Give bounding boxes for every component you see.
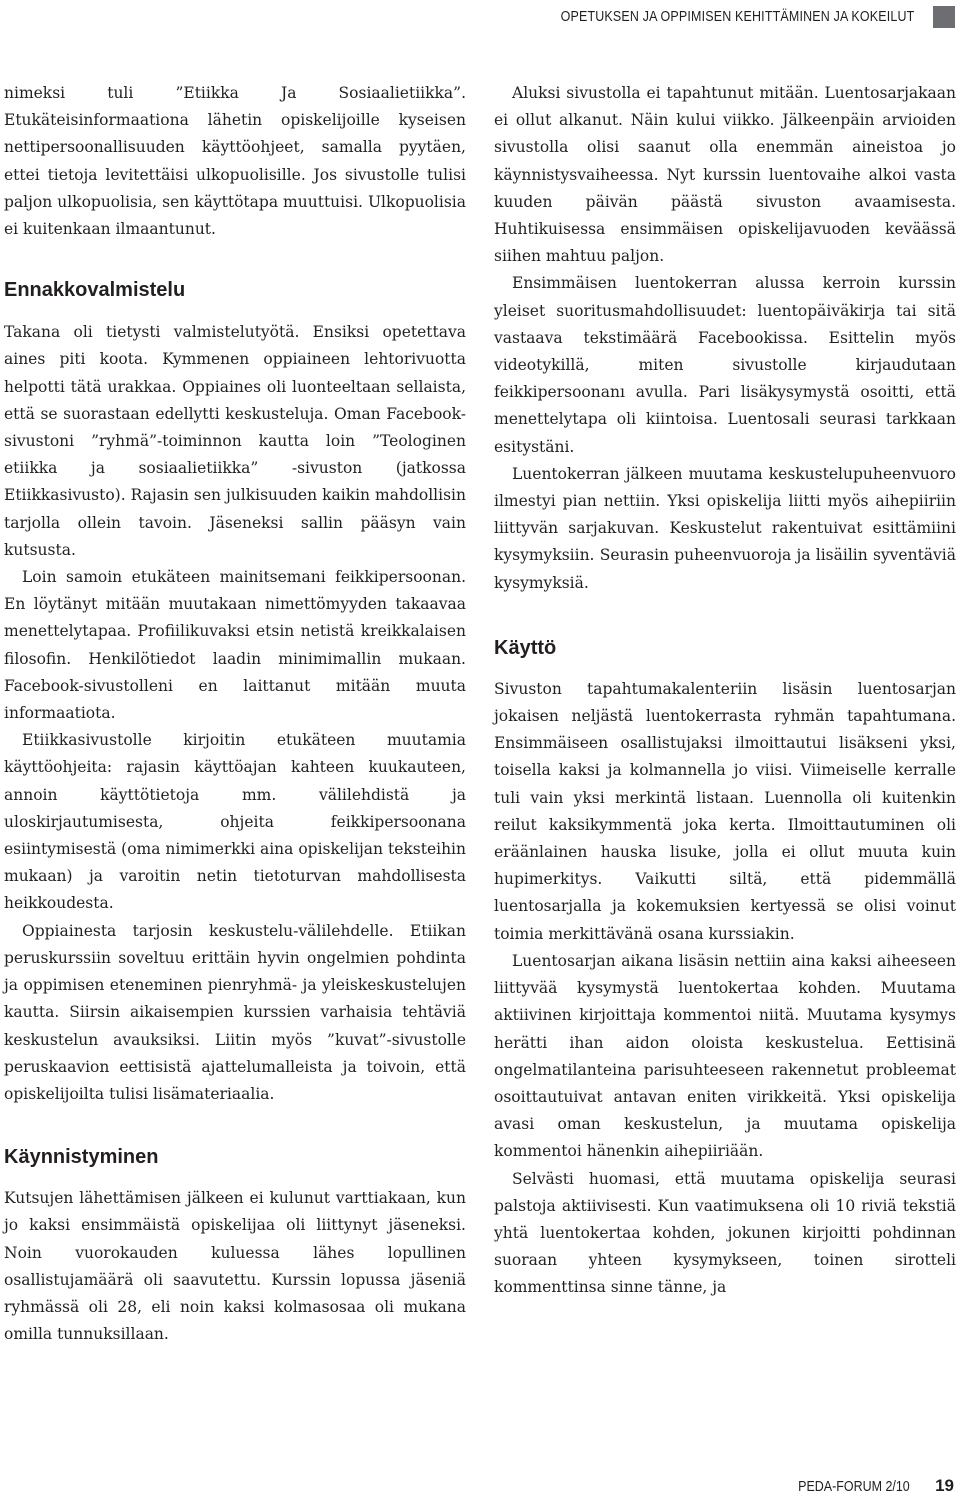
section-heading-ennakkovalmistelu: Ennakkovalmistelu <box>4 279 186 302</box>
running-header <box>0 0 960 40</box>
running-footer <box>0 1476 960 1500</box>
header-square-mark <box>933 6 955 28</box>
journal-name: PEDA-FORUM 2/10 <box>798 1479 910 1495</box>
paragraph: Selvästi huomasi, että muutama opiskelija seurasi palstoja aktiivisesti. Kun vaatimuksena oli 10 riviä tekstiä yhtä luentokertaa kohden, jokunen kirjoitti pohdinnan suoraan yhteen kysymykseen, toinen sirotteli kommenttinsa sinne tänne, ja <box>494 1169 956 1297</box>
section-title: OPETUKSEN JA OPPIMISEN KEHITTÄMINEN JA KOKEILUT <box>560 9 914 25</box>
paragraph: Luentosarjan aikana lisäsin nettiin aina kaksi aiheeseen liittyvää kysymystä luentokertaa kohden. Muutama aktiivinen kirjoittaja kommentoi niitä. Muutama kysymys herätti ihan aidon oloista keskustelua. Eettisinä ongelmatilanteina parisuhteeseen rakennetut probleemat osoittautuivat antavan eniten virikkeitä. Yksi opiskelija avasi oman keskustelun, ja muutama opiskelija kommentoi hänenkin aihepiiriään. <box>494 951 956 1161</box>
paragraph: Ensimmäisen luentokerran alussa kerroin kurssin yleiset suoritusmahdollisuudet: luentopäiväkirja tai sitä vastaava tekstimäärä Facebookissa. Esittelin myös videotykillä, miten sivustolle kirjaudutaan feikkipersoonanı avulla. Pari lisäkysymystä osoitti, että menettelytapa oli kiintoisa. Luentosali seurasi tarkkaan esitystäni. <box>494 274 956 456</box>
section-heading-kaynnistyminen: Käynnistyminen <box>4 1146 159 1169</box>
paragraph: Sivuston tapahtumakalenteriin lisäsin luentosarjan jokaisen neljästä luentokerrasta ryhmän tapahtumana. Ensimmäiseen osallistujaksi ilmoittautui lisäkseni yksi, toisella kaksi ja kolmannella jo viisi. Viimeiselle kerralle tuli vain yksi merkintä listaan. Luennolla oli kuitenkin reilut kaksikymmentä joka kerta. Ilmoittautuminen oli eräänlainen hauska lisuke, jolla ei ollut muuta kuin hupimerkitys. Vaikutti siltä, että pidemmällä luentosarjalla ja kokemuksien kertyessä se olisi voinut toimia merkittävänä osana kurssiakin. <box>494 679 956 943</box>
paragraph: nimeksi tuli ”Etiikka Ja Sosiaalietiikka”. Etukäteisinformaationa lähetin opiskelijoille kyseisen nettipersoonallisuuden käyttöohjeet, samalla pyytäen, ettei tietoja levitettäisi ulkopuolisille. Jos sivustolle tulisi paljon ulkopuolisia, sen käyttötapa muuttuisi. Ulkopuolisia ei kuitenkaan ilmaantunut. <box>4 84 466 239</box>
paragraph: Luentokerran jälkeen muutama keskustelupuheenvuoro ilmestyi pian nettiin. Yksi opiskelija liitti myös aihepiiriin liittyvän sarjakuvan. Keskustelut rakentuivat esittämiini kysymyksiin. Seurasin puheenvuoroja ja lisäilin syventäviä kysymyksiä. <box>494 464 956 592</box>
paragraph: Etiikkasivustolle kirjoitin etukäteen muutamia käyttöohjeita: rajasin käyttöajan kahteen kuukauteen, annoin käyttötietoja mm. välilehdistä ja uloskirjautumisesta, ohjeita feikkipersoonana esiintymisestä (oma nimimerkki aina opiskelijan teksteihin mukaan) ja varoitin netin tietoturvan mahdollisesta heikkoudesta. <box>4 731 466 913</box>
paragraph: Loin samoin etukäteen mainitsemani feikkipersoonan. En löytänyt mitään muutakaan nimettömyyden takaavaa menettelytapaa. Profiilikuvaksi etsin netistä kreikkalaisen filosofin. Henkilötiedot laadin minimimallin mukaan. Facebook-sivustolleni en laittanut mitään muuta informaatiota. <box>4 568 466 723</box>
left-column <box>4 80 466 1348</box>
paragraph: Kutsujen lähettämisen jälkeen ei kulunut varttiakaan, kun jo kaksi ensimmäistä opiskelijaa oli liittynyt jäseneksi. Noin vuorokauden kuluessa lähes lopullinen osallistujamäärä oli saavutettu. Kurssin lopussa jäseniä ryhmässä oli 28, eli noin kaksi kolmasosaa oli mukana omilla tunnuksillaan. <box>4 1189 466 1344</box>
paragraph: Takana oli tietysti valmistelutyötä. Ensiksi opetettava aines piti koota. Kymmenen oppiaineen lehtorivuotta helpotti tätä urakkaa. Oppiaines oli luonteeltaan sellaista, että se suorastaan edellytti keskusteluja. Oman Facebook-sivustoni ”ryhmä”-toiminnon kautta loin ”Teologinen etiikka ja sosiaalietiikka” -sivuston (jatkossa Etiikkasivusto). Rajasin sen julkisuuden kaikin mahdollisin tarjolla ollein tavoin. Jäseneksi sallin pääsyn vain kutsusta. <box>4 323 466 559</box>
section-heading-kaytto: Käyttö <box>494 636 557 659</box>
page-number: 19 <box>935 1476 954 1495</box>
paragraph: Oppiainesta tarjosin keskustelu-välilehdelle. Etiikan peruskurssiin soveltuu erittäin hyvin ongelmien pohdinta ja oppimisen eteneminen pienryhmä- ja yleiskeskustelujen kautta. Siirsin aikaisempien kurssien varhaisia tehtäviä keskustelun avauksiksi. Liitin myös ”kuvat”-sivustolle peruskaavion eettisistä ajattelumalleista ja toivoin, että opiskelijoilta tulisi lisämateriaalia. <box>4 921 466 1103</box>
paragraph: Aluksi sivustolla ei tapahtunut mitään. Luentosarjakaan ei ollut alkanut. Näin kului viikko. Jälkeenpäin arvioiden sivustolla olisi saanut olla enemmän aineistoa jo käynnistysvaiheessa. Nyt kurssin luentovaihe alkoi vasta kuuden päivän päästä sivuston avaamisesta. Huhtikuisessa ensimmäisen opiskelijavuoden keväässä siihen mahtuu paljon. <box>494 84 956 266</box>
right-column <box>494 80 956 1302</box>
